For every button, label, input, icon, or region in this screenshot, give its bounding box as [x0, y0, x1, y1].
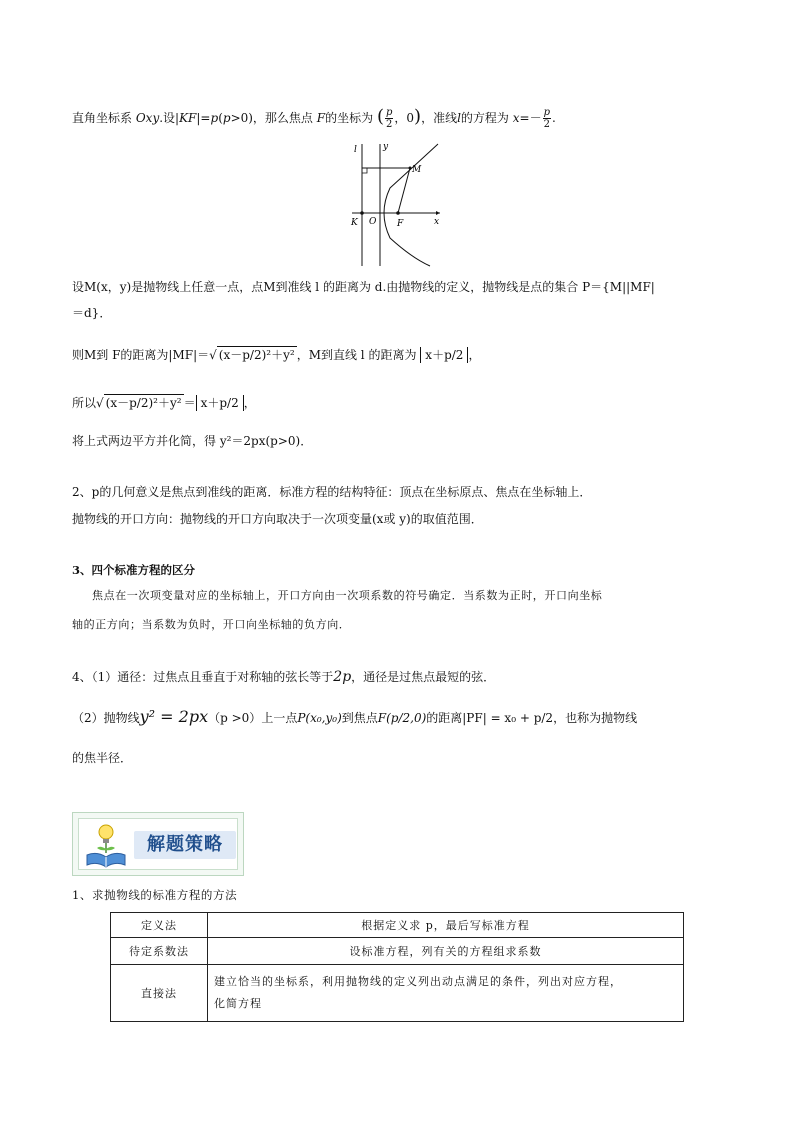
- table-row: [111, 913, 684, 938]
- methods-title: 1、求抛物线的标准方程的方法: [72, 888, 238, 902]
- method-desc: 设标准方程，列有关的方程组求系数: [208, 938, 684, 965]
- label-o: O: [369, 217, 377, 227]
- right-angle-mark: [362, 168, 367, 173]
- sec3-para-1: 焦点在一次项变量对应的坐标轴上，开口方向由一次项系数的符号确定．当系数为正时，开口向坐标: [92, 589, 603, 602]
- method-desc: 建立恰当的坐标系，利用抛物线的定义列出动点满足的条件，列出对应方程， 化简方程: [208, 965, 684, 1022]
- sec4-line-1: 4、（1）通径：过焦点且垂直于对称轴的弦长等于2p，通径是过焦点最短的弦．: [72, 669, 496, 685]
- method-name: 待定系数法: [111, 938, 208, 965]
- methods-table: [110, 912, 684, 1022]
- sec4-line-2: （2）抛物线y² = 2px（p >0）上一点P(x₀,y₀)到焦点F(p/2,0)的距离|PF| = x₀ + p/2，也称为抛物线: [72, 707, 638, 726]
- focus-coord-fraction: $\frac{p}{2}$: [385, 107, 393, 130]
- label-y: y: [383, 142, 389, 152]
- sec2-line-1: 2、p的几何意义是焦点到准线的距离．标准方程的结构特征：顶点在坐标原点、焦点在坐标轴上．: [72, 485, 592, 499]
- strategy-banner: [72, 812, 244, 876]
- book-lightbulb-icon: [83, 821, 129, 869]
- derivation-line-4: 所以√ (x－p/2)²＋y² ＝ x＋p/2 ，: [72, 396, 256, 410]
- derivation-line-2: ＝d}．: [72, 306, 112, 320]
- sqrt-expression-2: (x－p/2)²＋y²: [105, 396, 182, 410]
- derivation-line-3: 则M到 F的距离为|MF|＝√ (x－p/2)²＋y² ，M到直线 l 的距离为 x＋p/2 ，: [72, 348, 481, 362]
- derivation-line-5: 将上式两边平方并化简，得 y²＝2px(p>0)．: [72, 434, 313, 448]
- directrix-fraction: $\frac{p}{2}$: [543, 107, 551, 130]
- label-m: M: [412, 165, 422, 175]
- parabola-figure: [348, 140, 448, 270]
- sec4-line-3: 的焦半径．: [72, 751, 133, 765]
- sec2-line-2: 抛物线的开口方向：抛物线的开口方向取决于一次项变量(x或 y)的取值范围．: [72, 512, 483, 526]
- method-name: 定义法: [111, 913, 208, 938]
- intro-line: 直角坐标系 Oxy.设|KF|=p(p>0)，那么焦点 F的坐标为 ( $\frac{p}{2}$ ，0)，准线l的方程为 x=－ $\frac{p}{2}$ .: [72, 106, 556, 130]
- sec3-title: 3、四个标准方程的区分: [72, 563, 196, 577]
- abs-expression-2: x＋p/2: [196, 395, 244, 411]
- derivation-line-1: 设M(x，y)是抛物线上任意一点，点M到准线 l 的距离为 d.由抛物线的定义，抛物线是点的集合 P＝{M||MF|: [72, 280, 655, 294]
- parabola-curve: [384, 144, 438, 266]
- abs-expression-1: x＋p/2: [420, 347, 468, 363]
- sqrt-expression-1: (x－p/2)²＋y²: [218, 348, 295, 362]
- label-l: l: [354, 145, 357, 155]
- strategy-banner-label: 解题策略: [134, 831, 236, 859]
- two-p-value: 2p: [333, 669, 352, 685]
- sec3-para-2: 轴的正方向；当系数为负时，开口向坐标轴的负方向．: [72, 618, 351, 631]
- label-x: x: [434, 217, 440, 227]
- table-row: [111, 938, 684, 965]
- table-row: [111, 965, 684, 1022]
- parabola-equation: y² = 2px: [139, 707, 209, 726]
- label-f: F: [397, 219, 404, 229]
- x-axis-arrow: [436, 211, 440, 215]
- point-k: [360, 211, 364, 215]
- label-k: K: [351, 218, 358, 228]
- point-f: [396, 211, 400, 215]
- method-name: 直接法: [111, 965, 208, 1022]
- method-desc: 根据定义求 p，最后写标准方程: [208, 913, 684, 938]
